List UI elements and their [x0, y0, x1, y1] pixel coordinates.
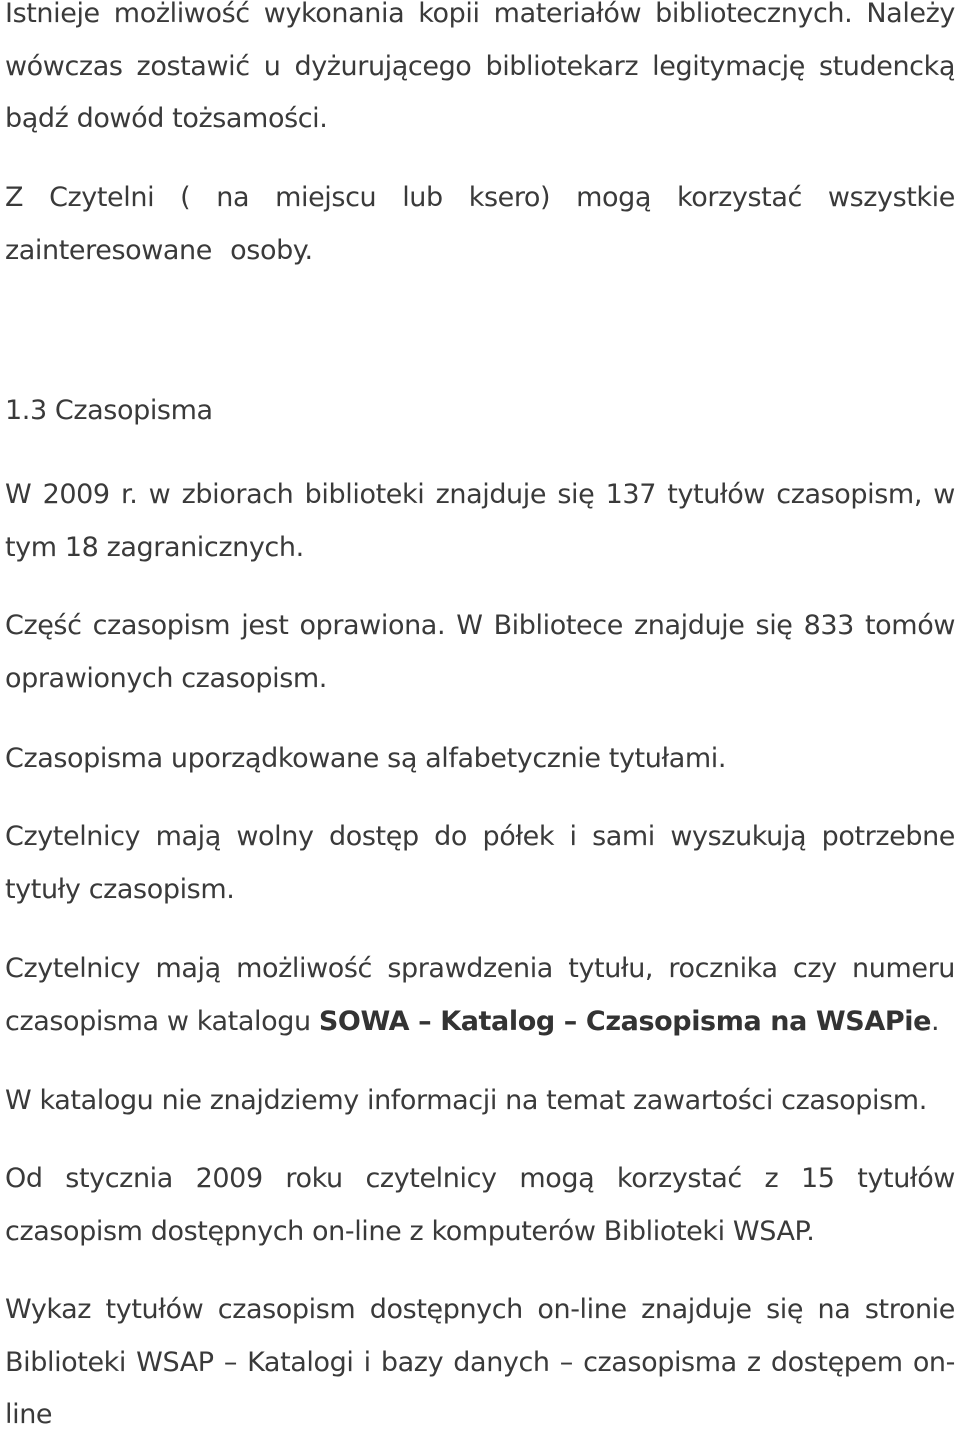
paragraph-ordering: Czasopisma uporządkowane są alfabetycznie tytułami. — [5, 743, 727, 774]
catalog-path: SOWA – Katalog – Czasopisma na WSAPie — [318, 1005, 932, 1037]
paragraph-online-list: Wykaz tytułów czasopism dostępnych on-line znajduje się na stronie Biblioteki WSAP – Katalogi i bazy danych – czasopisma z dostępem on-line — [5, 1294, 955, 1430]
paragraph-copies: Istnieje możliwość wykonania kopii materiałów bibliotecznych. Należy wówczas zostawić u dyżurującego bibliotekarz legitymację studencką bądź dowód tożsamości. — [5, 0, 955, 134]
catalog-text: Czytelnicy mają możliwość sprawdzenia tytułu, rocznika czy numeru czasopisma w katalogu — [5, 953, 955, 1037]
paragraph-online: Od stycznia 2009 roku czytelnicy mogą korzystać z 15 tytułów czasopism dostępnych on-line z komputerów Biblioteki WSAP. — [5, 1163, 955, 1247]
paragraph-reading-room: Z Czytelni ( na miejscu lub ksero) mogą korzystać wszystkie zainteresowane osoby. — [5, 182, 955, 266]
paragraph-no-contents: W katalogu nie znajdziemy informacji na temat zawartości czasopism. — [5, 1085, 927, 1116]
paragraph-catalog — [5, 943, 955, 1048]
paragraph-bound: Część czasopism jest oprawiona. W Bibliotece znajduje się 833 tomów oprawionych czasopism. — [5, 610, 955, 694]
section-heading: 1.3 Czasopisma — [5, 395, 213, 426]
catalog-period: . — [931, 1005, 940, 1037]
paragraph-access: Czytelnicy mają wolny dostęp do półek i sami wyszukują potrzebne tytuły czasopism. — [5, 821, 955, 905]
paragraph-holdings: W 2009 r. w zbiorach biblioteki znajduje się 137 tytułów czasopism, w tym 18 zagranicznych. — [5, 479, 955, 563]
